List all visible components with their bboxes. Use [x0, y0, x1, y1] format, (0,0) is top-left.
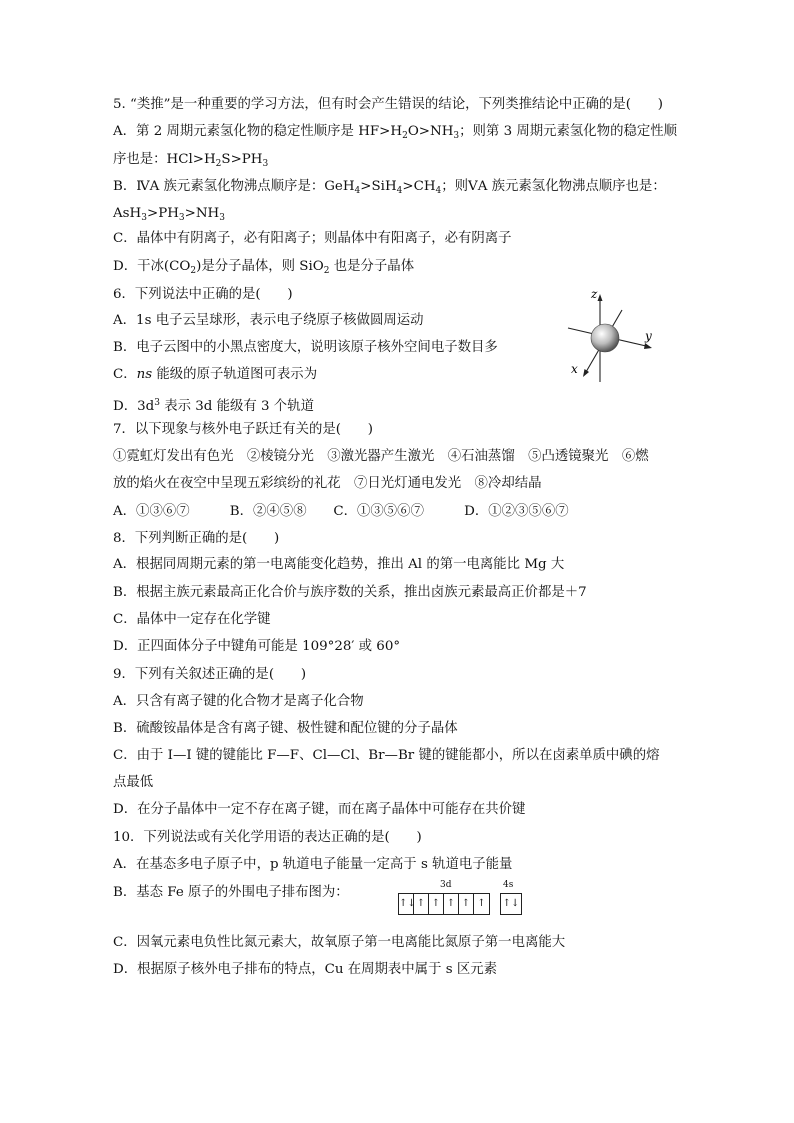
orbital-4s-box	[500, 893, 522, 915]
orbital-3d-cell: ↑↓	[399, 894, 414, 914]
q5-option-a-line1: A．第 2 周期元素氢化物的稳定性顺序是 $HF>H_2O>NH_3$；则第 3 周期元素氢化物的稳定性顺	[113, 124, 678, 141]
q5-option-b-line1: B．ⅣA 族元素氢化物沸点顺序是：$GeH_4>SiH_4>CH_4$；则ⅤA 族元素氢化物沸点顺序也是：	[113, 179, 666, 196]
q10-option-d: D．根据原子核外电子排布的特点，Cu 在周期表中属于 s 区元素	[113, 962, 498, 977]
q7-stem: 7．以下现象与核外电子跃迁有关的是( )	[113, 422, 373, 437]
q6-option-b: B．电子云图中的小黑点密度大，说明该原子核外空间电子数目多	[113, 340, 498, 355]
q8-stem: 8．下列判断正确的是( )	[113, 531, 280, 546]
orbital-3d-cell: ↑	[414, 894, 429, 914]
z-axis-label: z	[591, 287, 598, 301]
q6-option-c: C．ns 能级的原子轨道图可表示为	[113, 367, 318, 382]
orbital-4s-cell: ↑↓	[502, 898, 520, 909]
label-4s: 4s	[503, 880, 514, 890]
q5-stem: 5. “类推”是一种重要的学习方法，但有时会产生错误的结论，下列类推结论中正确的是( )	[113, 97, 664, 112]
orbital-3d-cell: ↑	[444, 894, 459, 914]
sphere	[591, 324, 619, 352]
s-orbital-diagram	[560, 282, 670, 392]
q9-option-c-line2: 点最低	[113, 775, 154, 790]
q10-stem: 10．下列说法或有关化学用语的表达正确的是( )	[113, 830, 422, 845]
q5-option-a-line2: 序也是：$HCl>H_2S>PH_3$	[113, 152, 269, 169]
x-axis-label: x	[571, 362, 578, 376]
q9-stem: 9．下列有关叙述正确的是( )	[113, 667, 307, 682]
q8-option-d: D．正四面体分子中键角可能是 109°28′ 或 60°	[113, 639, 401, 654]
y-axis-label: y	[645, 329, 652, 343]
orbital-3d-cell: ↑	[459, 894, 474, 914]
q7-items-line2: 放的焰火在夜空中呈现五彩缤纷的礼花 ⑦日光灯通电发光 ⑧冷却结晶	[113, 476, 542, 491]
q10-option-c: C．因氧元素电负性比氮元素大，故氧原子第一电离能比氮原子第一电离能大	[113, 935, 566, 950]
y-axis-arrow	[644, 343, 652, 349]
q9-option-b: B．硫酸铵晶体是含有离子键、极性键和配位键的分子晶体	[113, 721, 458, 736]
q5-option-b-line2: $AsH_3>PH_3>NH_3$	[113, 206, 225, 223]
q8-option-c: C．晶体中一定存在化学键	[113, 612, 271, 627]
z-axis-arrow	[598, 294, 603, 301]
q7-items-line1: ①霓虹灯发出有色光 ②棱镜分光 ③激光器产生激光 ④石油蒸馏 ⑤凸透镜聚光 ⑥燃	[113, 449, 649, 464]
q7-options: A．①③⑥⑦ B．②④⑤⑧ C．①③⑤⑥⑦ D．①②③⑤⑥⑦	[113, 504, 569, 519]
q5-option-d: D．干冰$(CO_2)$是分子晶体，则 SiO$_2$ 也是分子晶体	[113, 259, 415, 276]
orbital-3d-boxes	[398, 893, 490, 915]
q8-option-a: A．根据同周期元素的第一电离能变化趋势，推出 Al 的第一电离能比 Mg 大	[113, 557, 565, 572]
q9-option-a: A．只含有离子键的化合物才是离子化合物	[113, 694, 364, 709]
q9-option-d: D．在分子晶体中一定不存在离子键，而在离子晶体中可能存在共价键	[113, 802, 526, 817]
orbital-3d-cell: ↑	[477, 898, 486, 909]
q10-option-a: A．在基态多电子原子中，p 轨道电子能量一定高于 s 轨道电子能量	[113, 857, 513, 872]
x-axis-arrow	[583, 369, 589, 377]
q10-option-b: B．基态 Fe 原子的外围电子排布图为：	[113, 885, 349, 900]
q8-option-b: B．根据主族元素最高正化合价与族序数的关系，推出卤族元素最高正价都是＋7	[113, 585, 587, 600]
q5-option-c: C．晶体中有阴离子，必有阳离子；则晶体中有阳离子，必有阴离子	[113, 231, 512, 246]
orbital-3d-cell: ↑	[429, 894, 444, 914]
label-3d: 3d	[440, 880, 452, 890]
q6-stem: 6．下列说法中正确的是( )	[113, 287, 293, 302]
q6-option-a: A．1s 电子云呈球形，表示电子绕原子核做圆周运动	[113, 313, 424, 328]
q6-option-d: D．$3d^3$ 表示 3d 能级有 3 个轨道	[113, 398, 314, 414]
q9-option-c-line1: C．由于 I—I 键的键能比 F—F、Cl—Cl、Br—Br 键的键能都小，所以在卤素单质中碘的熔	[113, 748, 660, 763]
